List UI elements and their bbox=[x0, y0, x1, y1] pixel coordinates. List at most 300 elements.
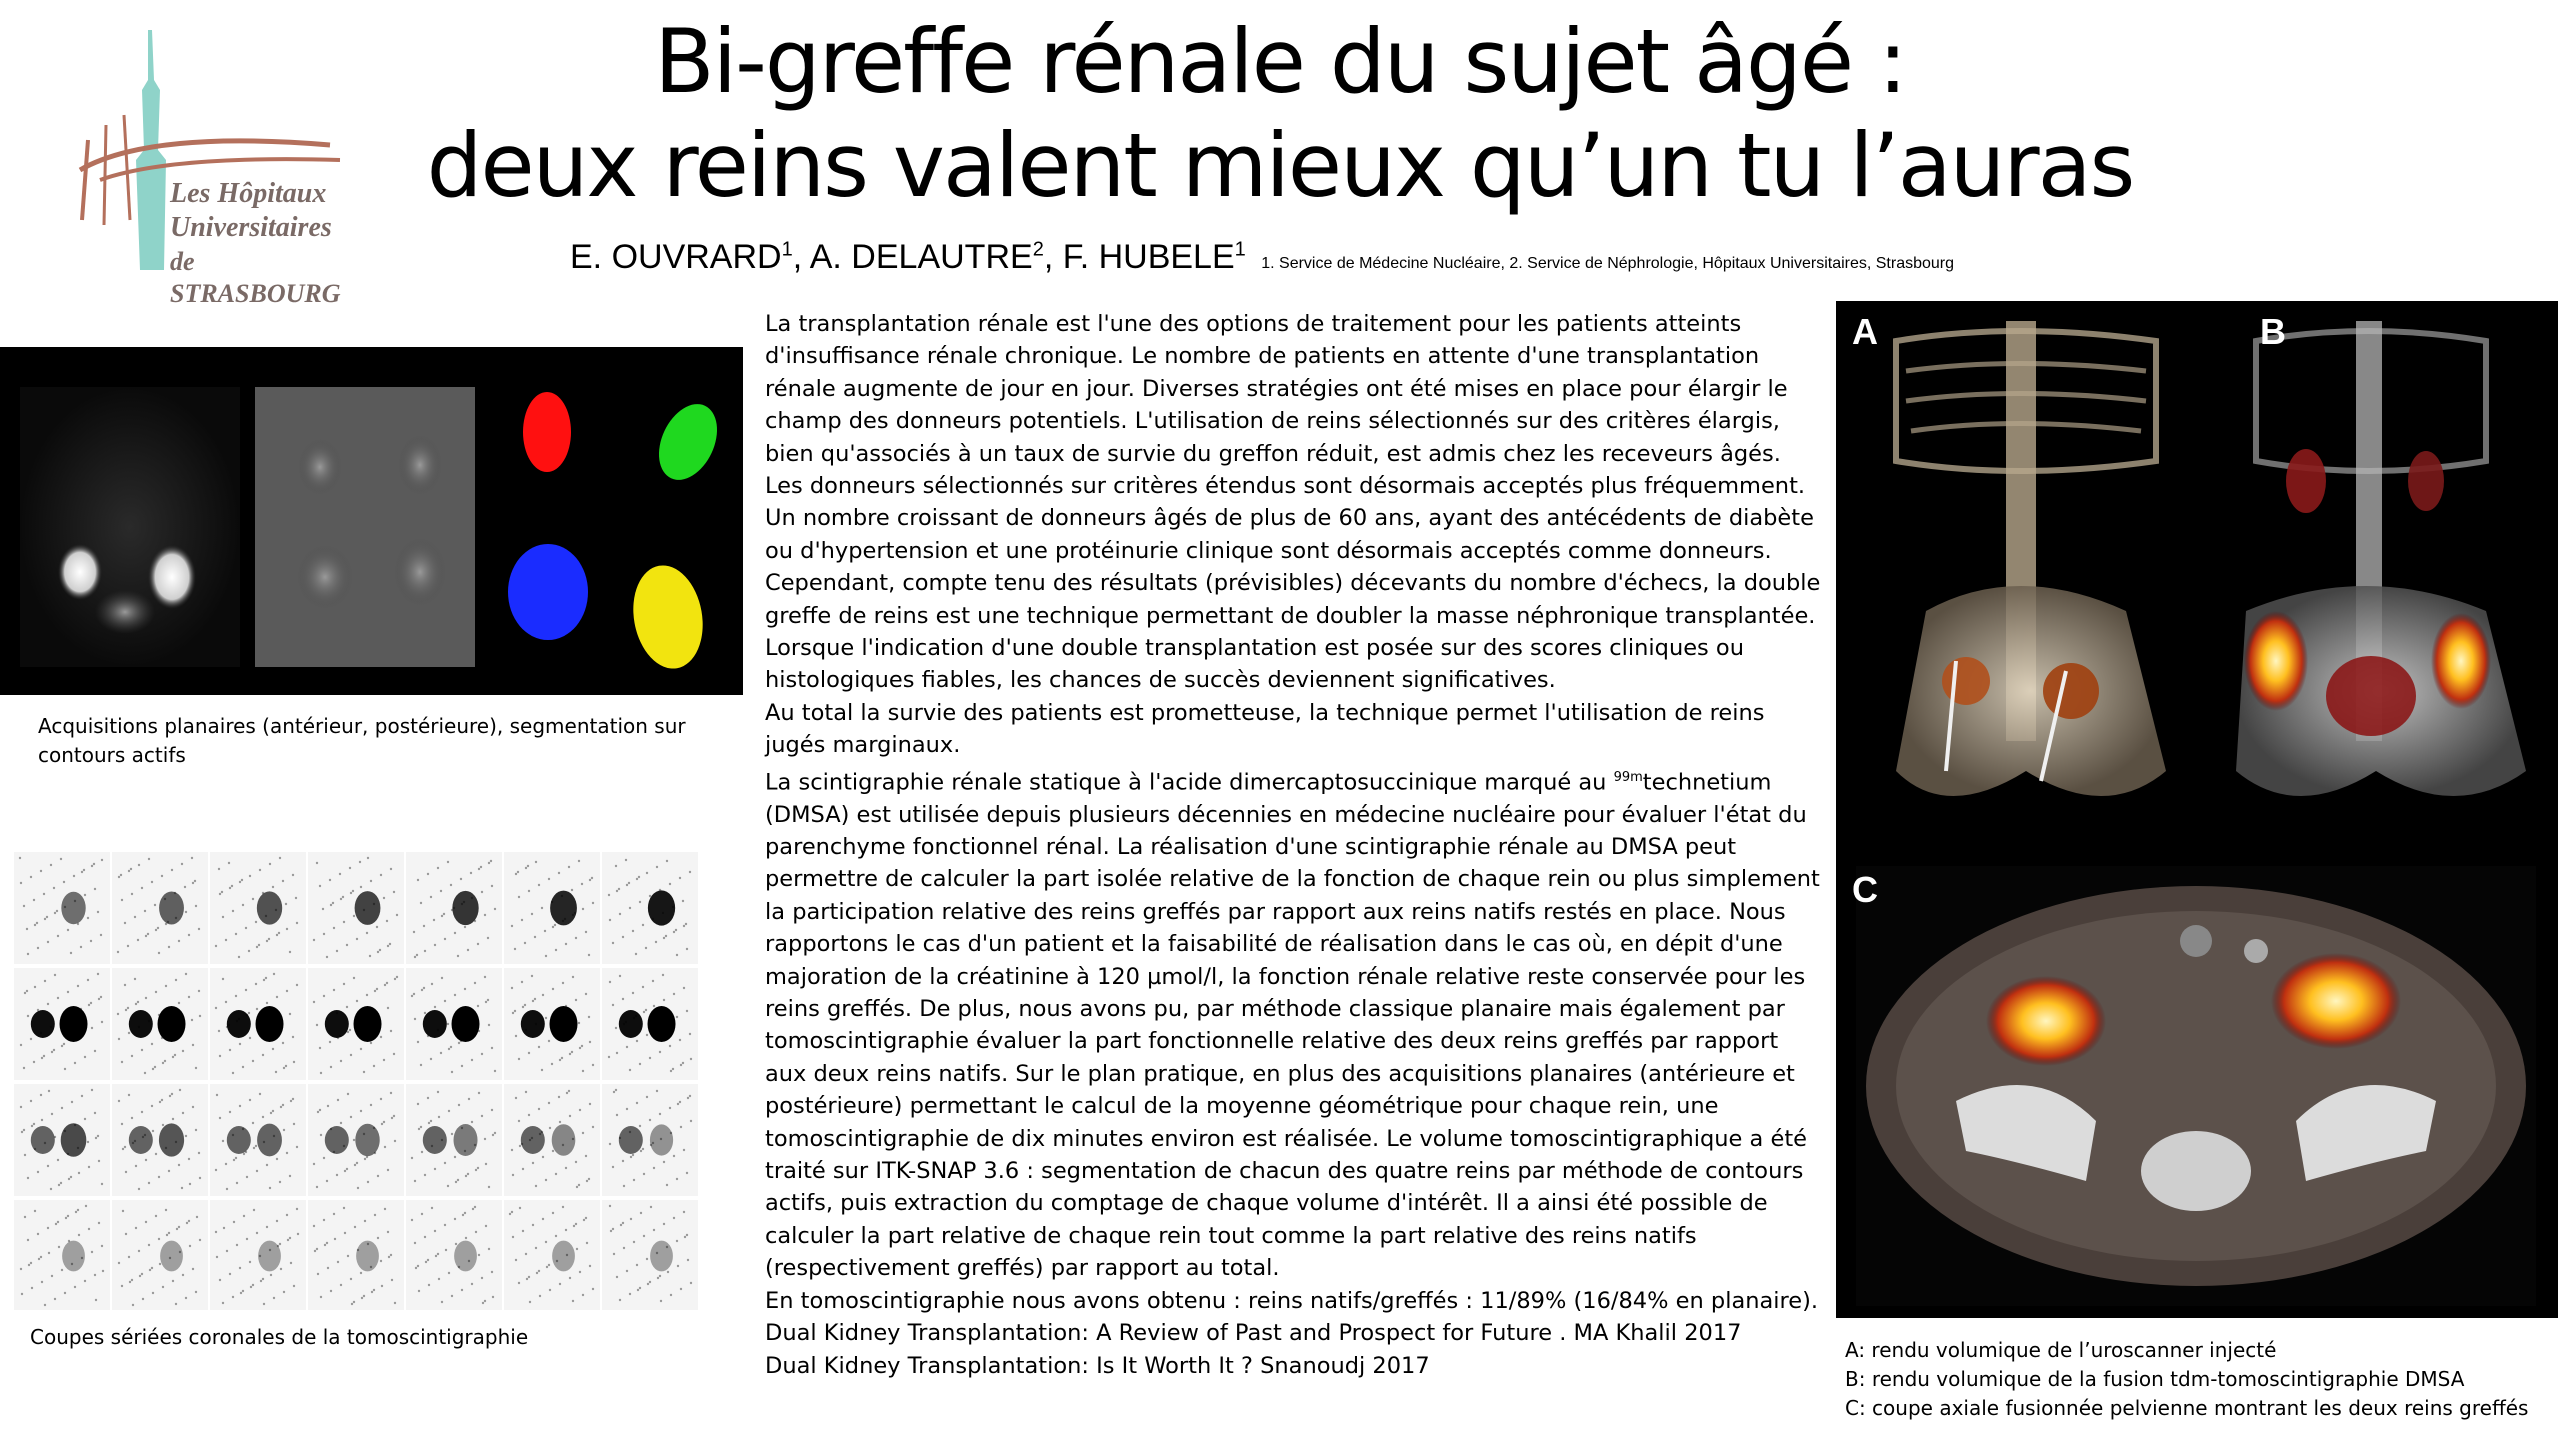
tomo-noise bbox=[226, 1188, 228, 1190]
tomo-noise bbox=[608, 1056, 610, 1058]
tomo-noise bbox=[685, 923, 687, 925]
tomo-noise bbox=[144, 910, 146, 912]
tomo-noise bbox=[229, 1111, 231, 1113]
tomo-noise bbox=[689, 1095, 691, 1097]
tomo-noise bbox=[676, 954, 678, 956]
tomo-noise bbox=[512, 1236, 514, 1238]
tomo-noise bbox=[265, 977, 267, 979]
tomo-noise bbox=[387, 1007, 389, 1009]
tomo-noise bbox=[239, 1105, 241, 1107]
native-kidney-left bbox=[298, 439, 342, 495]
tomo-noise bbox=[317, 1111, 319, 1113]
tomo-noise bbox=[538, 1046, 540, 1048]
tomo-noise bbox=[542, 1156, 544, 1158]
tomo-noise bbox=[383, 1059, 385, 1061]
panel-c-axial-fusion bbox=[1856, 866, 2536, 1306]
paragraph-double-graft: Cependant, compte tenu des résultats (prévisibles) décevants du nombre d'échecs, la double greffe de reins est une technique permettant de doubler la masse néphronique transplantée. Lorsque l'indication d'une double transplantation est posée sur des scores cliniques ou histologiques fiables, les chances de succès deviennent significatives. bbox=[765, 570, 1821, 694]
tomo-noise bbox=[455, 1181, 457, 1183]
tomo-noise bbox=[689, 1033, 691, 1035]
tomo-noise bbox=[558, 1096, 560, 1098]
tomo-noise bbox=[91, 1027, 93, 1029]
native-kidney-right bbox=[398, 435, 442, 495]
tomo-noise bbox=[138, 1250, 140, 1252]
tomo-noise bbox=[555, 1235, 557, 1237]
tomo-noise bbox=[354, 1226, 356, 1228]
tomo-noise bbox=[276, 1220, 278, 1222]
tomo-noise bbox=[185, 911, 187, 913]
tomo-noise bbox=[434, 1230, 436, 1232]
tomo-noise bbox=[622, 998, 624, 1000]
tomo-noise bbox=[20, 1106, 22, 1108]
tomo-noise bbox=[34, 986, 36, 988]
tomo-noise bbox=[579, 1047, 581, 1049]
tomo-noise bbox=[185, 973, 187, 975]
tomo-noise bbox=[565, 1229, 567, 1231]
tomo-noise bbox=[131, 893, 133, 895]
tomo-noise bbox=[666, 1184, 668, 1186]
tomo-noise bbox=[236, 1182, 238, 1184]
tomo-noise bbox=[438, 1116, 440, 1118]
tomo-noise bbox=[131, 1117, 133, 1119]
tomo-noise bbox=[28, 1264, 30, 1266]
tomo-noise bbox=[630, 1156, 632, 1158]
tomo-noise bbox=[353, 915, 355, 917]
tomo-noise bbox=[222, 1140, 224, 1142]
tomo-noise bbox=[612, 1228, 614, 1230]
tomo-noise bbox=[27, 1239, 29, 1241]
tomo-noise bbox=[339, 873, 341, 875]
tomo-noise bbox=[101, 1183, 103, 1185]
tomo-kidney-blob bbox=[158, 1006, 186, 1042]
tomo-noise bbox=[270, 1112, 272, 1114]
tomo-noise bbox=[252, 1060, 254, 1062]
tomo-noise bbox=[673, 931, 675, 933]
tomo-noise bbox=[51, 1275, 53, 1277]
tomo-noise bbox=[669, 1045, 671, 1047]
tomo-noise bbox=[393, 891, 395, 893]
tomo-noise bbox=[458, 1104, 460, 1106]
tomo-kidney-blob bbox=[356, 1241, 379, 1272]
tomo-noise bbox=[487, 937, 489, 939]
tomo-noise bbox=[610, 1230, 612, 1232]
authors-line bbox=[570, 238, 2070, 277]
tomo-noise bbox=[292, 1036, 294, 1038]
body-text bbox=[765, 308, 1825, 1382]
tomo-noise bbox=[185, 1297, 187, 1299]
tomo-noise bbox=[467, 949, 469, 951]
tomo-noise bbox=[643, 1173, 645, 1175]
tomo-noise bbox=[440, 1052, 442, 1054]
tomo-noise bbox=[380, 1098, 382, 1100]
tomo-kidney-blob bbox=[159, 892, 184, 925]
tomo-noise bbox=[686, 1010, 688, 1012]
tomo-noise bbox=[326, 956, 328, 958]
tomo-noise bbox=[278, 932, 280, 934]
tomo-noise bbox=[464, 926, 466, 928]
tomo-noise bbox=[323, 1157, 325, 1159]
tomo-noise bbox=[612, 1166, 614, 1168]
tomo-noise bbox=[675, 929, 677, 931]
tomo-noise bbox=[461, 1289, 463, 1291]
tomo-noise bbox=[447, 1023, 449, 1025]
tomo-noise bbox=[259, 1093, 261, 1095]
graft-kidney-right-anterior bbox=[148, 545, 196, 609]
tomo-noise bbox=[656, 1090, 658, 1092]
tomo-noise bbox=[679, 1101, 681, 1103]
tomo-noise bbox=[117, 1013, 119, 1015]
tomo-noise bbox=[418, 1128, 420, 1130]
tomo-noise bbox=[687, 1259, 689, 1261]
tomo-noise bbox=[575, 1223, 577, 1225]
ct-images-panel bbox=[1836, 301, 2558, 1318]
tomo-noise bbox=[582, 1294, 584, 1296]
tomo-noise bbox=[535, 1247, 537, 1249]
tomo-noise bbox=[377, 951, 379, 953]
tomo-noise bbox=[512, 1174, 514, 1176]
tomo-noise bbox=[592, 902, 594, 904]
tomo-noise bbox=[222, 978, 224, 980]
tomo-noise bbox=[333, 927, 335, 929]
tomo-noise bbox=[262, 1054, 264, 1056]
tomo-noise bbox=[349, 1029, 351, 1031]
tomo-noise bbox=[172, 1118, 174, 1120]
tomo-noise bbox=[88, 1228, 90, 1230]
tomo-noise bbox=[27, 1015, 29, 1017]
planar-caption: Acquisitions planaires (antérieur, postérieure), segmentation sur contours actifs bbox=[38, 714, 686, 767]
tomo-noise bbox=[562, 982, 564, 984]
tomo-noise bbox=[266, 1164, 268, 1166]
tomo-slice bbox=[14, 1200, 110, 1310]
tomo-noise bbox=[488, 1024, 490, 1026]
tomo-noise bbox=[353, 1139, 355, 1141]
tomo-noise bbox=[225, 1163, 227, 1165]
tomo-noise bbox=[91, 1089, 93, 1091]
tomo-kidney-blob bbox=[650, 1241, 673, 1272]
tomo-grid-svg bbox=[14, 852, 698, 1310]
tomo-noise bbox=[424, 1174, 426, 1176]
panel-a-label: A bbox=[1852, 311, 1878, 352]
tomo-noise bbox=[656, 866, 658, 868]
tomo-noise bbox=[124, 922, 126, 924]
tomo-noise bbox=[425, 1261, 427, 1263]
tomo-noise bbox=[509, 1213, 511, 1215]
tomo-noise bbox=[650, 1206, 652, 1208]
tomo-kidney-blob bbox=[423, 1010, 447, 1038]
tomo-noise bbox=[494, 1070, 496, 1072]
tomo-noise bbox=[101, 1021, 103, 1023]
tomo-kidney-blob bbox=[521, 1126, 545, 1154]
tomo-noise bbox=[524, 1004, 526, 1006]
tomo-noise bbox=[663, 999, 665, 1001]
tomo-noise bbox=[256, 1008, 258, 1010]
tomo-noise bbox=[56, 910, 58, 912]
tomo-noise bbox=[608, 894, 610, 896]
tomo-noise bbox=[554, 924, 556, 926]
tomo-noise bbox=[354, 1164, 356, 1166]
tomo-noise bbox=[424, 1236, 426, 1238]
title-line-2: deux reins valent mieux qu’un tu l’auras bbox=[426, 114, 2134, 217]
tomo-noise bbox=[457, 955, 459, 957]
tomo-noise bbox=[192, 882, 194, 884]
tomo-noise bbox=[672, 1068, 674, 1070]
tomo-noise bbox=[420, 902, 422, 904]
tomo-noise bbox=[252, 1284, 254, 1286]
tomo-noise bbox=[413, 931, 415, 933]
tomo-noise bbox=[215, 1007, 217, 1009]
tomo-noise bbox=[60, 1182, 62, 1184]
tomo-noise bbox=[421, 1151, 423, 1153]
tomo-noise bbox=[521, 981, 523, 983]
tomo-noise bbox=[532, 1224, 534, 1226]
tomo-noise bbox=[387, 945, 389, 947]
tomo-noise bbox=[663, 1161, 665, 1163]
tomo-noise bbox=[579, 1271, 581, 1273]
tomo-noise bbox=[191, 857, 193, 859]
tomo-noise bbox=[639, 1125, 641, 1127]
tomo-noise bbox=[102, 1270, 104, 1272]
tomo-noise bbox=[198, 990, 200, 992]
tomo-noise bbox=[70, 1176, 72, 1178]
tomo-noise bbox=[383, 1121, 385, 1123]
tomo-noise bbox=[148, 1244, 150, 1246]
tomo-noise bbox=[435, 1255, 437, 1257]
tomo-noise bbox=[233, 1221, 235, 1223]
tomo-noise bbox=[353, 1301, 355, 1303]
tomo-noise bbox=[586, 1242, 588, 1244]
tomo-noise bbox=[272, 1110, 274, 1112]
tomo-noise bbox=[286, 928, 288, 930]
tomo-noise bbox=[562, 1206, 564, 1208]
tomo-noise bbox=[145, 1159, 147, 1161]
tomo-noise bbox=[260, 1280, 262, 1282]
tomo-noise bbox=[319, 1047, 321, 1049]
tomo-noise bbox=[329, 879, 331, 881]
tomo-noise bbox=[290, 1262, 292, 1264]
tomo-noise bbox=[383, 897, 385, 899]
tomo-kidney-blob bbox=[619, 1126, 643, 1154]
tomo-noise bbox=[61, 1045, 63, 1047]
tomo-noise bbox=[527, 865, 529, 867]
tomo-noise bbox=[659, 1113, 661, 1115]
tomo-noise bbox=[242, 904, 244, 906]
tomo-noise bbox=[448, 1110, 450, 1112]
tomo-noise bbox=[669, 883, 671, 885]
tomo-noise bbox=[71, 1101, 73, 1103]
tomo-noise bbox=[522, 1006, 524, 1008]
tomo-noise bbox=[511, 987, 513, 989]
tomo-noise bbox=[369, 955, 371, 957]
tomo-noise bbox=[216, 1094, 218, 1096]
tomo-noise bbox=[51, 1113, 53, 1115]
tomo-noise bbox=[225, 939, 227, 941]
tomo-noise bbox=[636, 1264, 638, 1266]
tomo-noise bbox=[646, 1258, 648, 1260]
tomo-noise bbox=[333, 1213, 335, 1215]
tomo-noise bbox=[40, 1094, 42, 1096]
tomo-noise bbox=[252, 898, 254, 900]
tomo-kidney-blob bbox=[60, 1006, 88, 1042]
tomo-noise bbox=[454, 994, 456, 996]
tomo-noise bbox=[357, 1187, 359, 1189]
tomo-noise bbox=[132, 1304, 134, 1306]
tomo-noise bbox=[33, 1061, 35, 1063]
tomo-noise bbox=[155, 991, 157, 993]
tomo-noise bbox=[517, 871, 519, 873]
tomo-noise bbox=[430, 896, 432, 898]
author-1: E. OUVRARD bbox=[570, 238, 782, 276]
tomo-noise bbox=[367, 857, 369, 859]
tomo-kidney-blob bbox=[227, 1126, 251, 1154]
tomo-noise bbox=[65, 1217, 67, 1219]
tomo-noise bbox=[249, 1037, 251, 1039]
tomo-noise bbox=[296, 1146, 298, 1148]
tomo-noise bbox=[100, 934, 102, 936]
tomo-noise bbox=[421, 1213, 423, 1215]
tomo-noise bbox=[36, 922, 38, 924]
tomo-noise bbox=[423, 925, 425, 927]
tomo-noise bbox=[31, 1287, 33, 1289]
tomo-noise bbox=[484, 976, 486, 978]
tomo-noise bbox=[24, 1216, 26, 1218]
tomo-noise bbox=[68, 1178, 70, 1180]
tomo-noise bbox=[78, 1234, 80, 1236]
tomo-noise bbox=[239, 1043, 241, 1045]
tomo-noise bbox=[352, 890, 354, 892]
tomo-noise bbox=[134, 916, 136, 918]
tomo-noise bbox=[642, 986, 644, 988]
tomo-noise bbox=[474, 1206, 476, 1208]
tomo-noise bbox=[464, 988, 466, 990]
tomo-noise bbox=[534, 936, 536, 938]
tomo-noise bbox=[31, 1125, 33, 1127]
tomo-noise bbox=[88, 1004, 90, 1006]
tomo-noise bbox=[241, 879, 243, 881]
tomo-noise bbox=[124, 1146, 126, 1148]
tomo-noise bbox=[460, 878, 462, 880]
tomo-noise bbox=[47, 1003, 49, 1005]
tomo-noise bbox=[571, 1051, 573, 1053]
tomo-noise bbox=[330, 904, 332, 906]
tomo-noise bbox=[145, 1221, 147, 1223]
tomo-noise bbox=[645, 947, 647, 949]
tomo-noise bbox=[199, 1015, 201, 1017]
tomo-noise bbox=[519, 1207, 521, 1209]
panel-b-fusion-render bbox=[2236, 321, 2526, 796]
tomo-noise bbox=[646, 872, 648, 874]
segmentation-yellow bbox=[625, 560, 710, 674]
tomo-noise bbox=[256, 1232, 258, 1234]
tomo-noise bbox=[485, 1163, 487, 1165]
tomo-noise bbox=[615, 1089, 617, 1091]
tomo-noise bbox=[221, 891, 223, 893]
tomo-noise bbox=[371, 1291, 373, 1293]
tomo-noise bbox=[431, 1207, 433, 1209]
tomo-noise bbox=[162, 1286, 164, 1288]
tomo-noise bbox=[518, 896, 520, 898]
tomo-noise bbox=[434, 944, 436, 946]
tomo-noise bbox=[443, 913, 445, 915]
tomo-noise bbox=[683, 1211, 685, 1213]
tomo-noise bbox=[128, 1094, 130, 1096]
tomo-noise bbox=[195, 1291, 197, 1293]
tomo-noise bbox=[455, 1243, 457, 1245]
tomo-noise bbox=[336, 1174, 338, 1176]
tomo-noise bbox=[90, 1002, 92, 1004]
tomo-noise bbox=[118, 1100, 120, 1102]
tomo-noise bbox=[327, 1267, 329, 1269]
tomo-noise bbox=[677, 1103, 679, 1105]
tomo-slice bbox=[112, 1200, 208, 1310]
tomo-noise bbox=[47, 1165, 49, 1167]
tomo-noise bbox=[121, 899, 123, 901]
tomo-noise bbox=[390, 1092, 392, 1094]
tomo-noise bbox=[566, 1092, 568, 1094]
tomo-noise bbox=[149, 1269, 151, 1271]
tomo-noise bbox=[647, 1283, 649, 1285]
tomo-noise bbox=[259, 869, 261, 871]
tomo-noise bbox=[246, 1176, 248, 1178]
tomo-noise bbox=[176, 1228, 178, 1230]
tomo-noise bbox=[233, 1159, 235, 1161]
tomo-noise bbox=[289, 951, 291, 953]
tomo-noise bbox=[314, 1250, 316, 1252]
tomoscintigraphy-slices bbox=[14, 852, 698, 1310]
tomo-noise bbox=[186, 1222, 188, 1224]
tomo-noise bbox=[548, 878, 550, 880]
tomo-noise bbox=[652, 980, 654, 982]
tomo-noise bbox=[474, 982, 476, 984]
tomo-noise bbox=[215, 1231, 217, 1233]
tomo-noise bbox=[433, 919, 435, 921]
tomo-noise bbox=[313, 939, 315, 941]
tomo-noise bbox=[327, 1105, 329, 1107]
author-1-affiliation: 1 bbox=[781, 238, 793, 261]
tomo-noise bbox=[340, 1284, 342, 1286]
tomo-noise bbox=[434, 1006, 436, 1008]
tomo-noise bbox=[235, 995, 237, 997]
tomo-noise bbox=[155, 1153, 157, 1155]
tomo-noise bbox=[609, 981, 611, 983]
tomo-noise bbox=[128, 1032, 130, 1034]
tomo-kidney-blob bbox=[550, 891, 577, 926]
tomo-kidney-blob bbox=[648, 890, 675, 925]
tomo-noise bbox=[437, 867, 439, 869]
tomo-noise bbox=[559, 1121, 561, 1123]
tomo-noise bbox=[268, 938, 270, 940]
tomo-noise bbox=[630, 1218, 632, 1220]
tomo-noise bbox=[427, 873, 429, 875]
tomo-noise bbox=[451, 1295, 453, 1297]
tomo-noise bbox=[215, 945, 217, 947]
tomo-noise bbox=[514, 948, 516, 950]
tomo-noise bbox=[380, 874, 382, 876]
tomo-noise bbox=[292, 1098, 294, 1100]
tomo-noise bbox=[296, 922, 298, 924]
tomo-noise bbox=[545, 1241, 547, 1243]
posterior-view bbox=[255, 387, 475, 667]
tomo-noise bbox=[572, 976, 574, 978]
tomo-noise bbox=[622, 1160, 624, 1162]
tomo-kidney-blob bbox=[550, 1006, 578, 1042]
tomo-noise bbox=[286, 990, 288, 992]
tomo-noise bbox=[396, 914, 398, 916]
tomo-noise bbox=[532, 1162, 534, 1164]
tomo-noise bbox=[391, 1117, 393, 1119]
tomo-noise bbox=[38, 1258, 40, 1260]
tomo-noise bbox=[649, 895, 651, 897]
tomo-noise bbox=[364, 1220, 366, 1222]
tomo-noise bbox=[482, 1302, 484, 1304]
